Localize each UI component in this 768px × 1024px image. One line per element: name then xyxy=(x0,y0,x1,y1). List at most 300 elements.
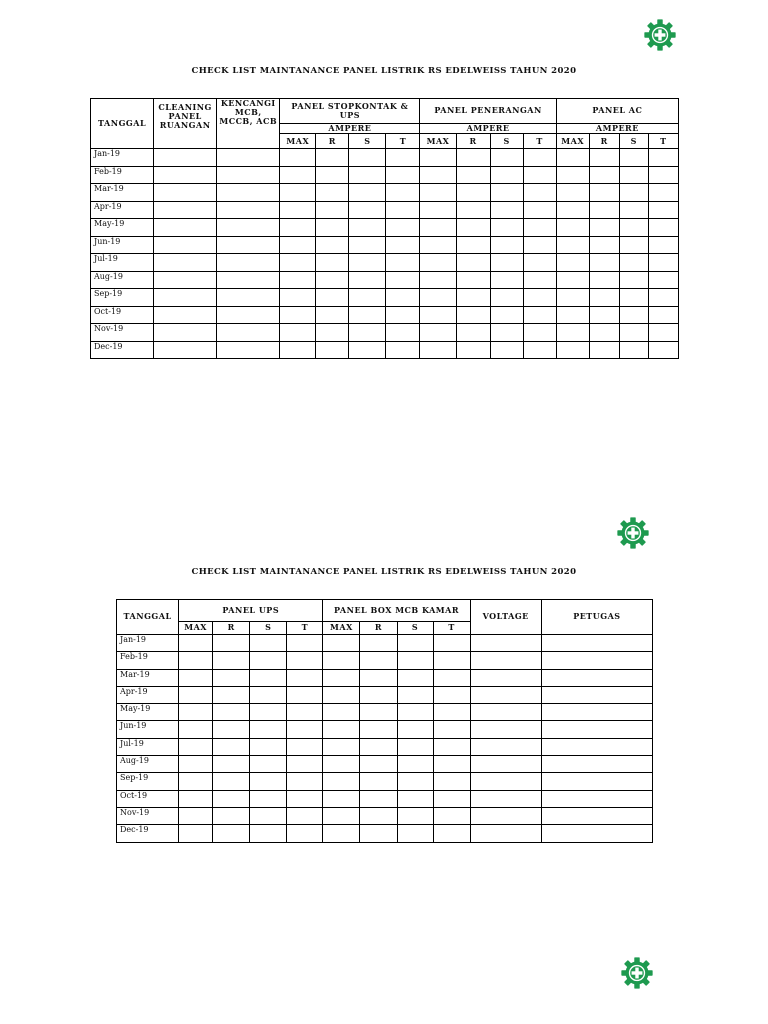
entry-cell[interactable] xyxy=(556,236,589,254)
entry-cell[interactable] xyxy=(287,635,323,652)
entry-cell[interactable] xyxy=(433,773,470,790)
entry-cell[interactable] xyxy=(619,201,648,219)
entry-cell[interactable] xyxy=(280,236,316,254)
entry-cell[interactable] xyxy=(360,669,397,686)
entry-cell[interactable] xyxy=(280,289,316,307)
entry-cell[interactable] xyxy=(154,341,217,359)
entry-cell[interactable] xyxy=(523,324,556,342)
entry-cell[interactable] xyxy=(217,289,280,307)
entry-cell[interactable] xyxy=(323,669,360,686)
entry-cell[interactable] xyxy=(360,773,397,790)
entry-cell[interactable] xyxy=(213,669,250,686)
entry-cell[interactable] xyxy=(397,652,433,669)
entry-cell[interactable] xyxy=(589,289,619,307)
entry-cell[interactable] xyxy=(541,773,652,790)
entry-cell[interactable] xyxy=(433,738,470,755)
entry-cell[interactable] xyxy=(213,756,250,773)
entry-cell[interactable] xyxy=(420,271,456,289)
entry-cell[interactable] xyxy=(250,669,287,686)
entry-cell[interactable] xyxy=(323,652,360,669)
entry-cell[interactable] xyxy=(648,254,678,272)
entry-cell[interactable] xyxy=(280,166,316,184)
entry-cell[interactable] xyxy=(420,289,456,307)
entry-cell[interactable] xyxy=(250,825,287,842)
entry-cell[interactable] xyxy=(250,807,287,824)
entry-cell[interactable] xyxy=(179,790,213,807)
entry-cell[interactable] xyxy=(648,289,678,307)
entry-cell[interactable] xyxy=(541,635,652,652)
entry-cell[interactable] xyxy=(316,219,349,237)
entry-cell[interactable] xyxy=(589,306,619,324)
entry-cell[interactable] xyxy=(280,149,316,167)
entry-cell[interactable] xyxy=(316,306,349,324)
entry-cell[interactable] xyxy=(154,236,217,254)
entry-cell[interactable] xyxy=(420,166,456,184)
entry-cell[interactable] xyxy=(179,652,213,669)
entry-cell[interactable] xyxy=(556,254,589,272)
entry-cell[interactable] xyxy=(323,790,360,807)
entry-cell[interactable] xyxy=(470,686,541,703)
entry-cell[interactable] xyxy=(386,254,420,272)
entry-cell[interactable] xyxy=(541,825,652,842)
entry-cell[interactable] xyxy=(213,721,250,738)
entry-cell[interactable] xyxy=(217,201,280,219)
entry-cell[interactable] xyxy=(213,807,250,824)
entry-cell[interactable] xyxy=(323,807,360,824)
entry-cell[interactable] xyxy=(360,738,397,755)
entry-cell[interactable] xyxy=(250,756,287,773)
entry-cell[interactable] xyxy=(179,807,213,824)
entry-cell[interactable] xyxy=(420,201,456,219)
entry-cell[interactable] xyxy=(619,149,648,167)
entry-cell[interactable] xyxy=(360,790,397,807)
entry-cell[interactable] xyxy=(490,166,523,184)
entry-cell[interactable] xyxy=(323,686,360,703)
table-row xyxy=(117,790,653,807)
entry-cell[interactable] xyxy=(323,721,360,738)
entry-cell[interactable] xyxy=(541,704,652,721)
entry-cell[interactable] xyxy=(217,149,280,167)
month-cell: Aug-19 xyxy=(117,756,179,773)
entry-cell[interactable] xyxy=(420,324,456,342)
entry-cell[interactable] xyxy=(589,254,619,272)
entry-cell[interactable] xyxy=(470,756,541,773)
entry-cell[interactable] xyxy=(470,721,541,738)
entry-cell[interactable] xyxy=(490,254,523,272)
entry-cell[interactable] xyxy=(397,790,433,807)
entry-cell[interactable] xyxy=(323,635,360,652)
entry-cell[interactable] xyxy=(179,773,213,790)
entry-cell[interactable] xyxy=(213,773,250,790)
entry-cell[interactable] xyxy=(470,704,541,721)
entry-cell[interactable] xyxy=(280,306,316,324)
entry-cell[interactable] xyxy=(323,825,360,842)
entry-cell[interactable] xyxy=(287,790,323,807)
entry-cell[interactable] xyxy=(523,184,556,202)
entry-cell[interactable] xyxy=(470,807,541,824)
entry-cell[interactable] xyxy=(397,807,433,824)
entry-cell[interactable] xyxy=(154,166,217,184)
entry-cell[interactable] xyxy=(433,721,470,738)
entry-cell[interactable] xyxy=(250,721,287,738)
entry-cell[interactable] xyxy=(217,324,280,342)
entry-cell[interactable] xyxy=(541,807,652,824)
entry-cell[interactable] xyxy=(470,635,541,652)
entry-cell[interactable] xyxy=(456,254,490,272)
entry-cell[interactable] xyxy=(250,686,287,703)
entry-cell[interactable] xyxy=(523,289,556,307)
entry-cell[interactable] xyxy=(179,721,213,738)
entry-cell[interactable] xyxy=(280,271,316,289)
entry-cell[interactable] xyxy=(456,201,490,219)
entry-cell[interactable] xyxy=(420,184,456,202)
entry-cell[interactable] xyxy=(213,825,250,842)
subheader-s: S xyxy=(619,134,648,149)
entry-cell[interactable] xyxy=(433,635,470,652)
entry-cell[interactable] xyxy=(349,219,386,237)
entry-cell[interactable] xyxy=(556,166,589,184)
entry-cell[interactable] xyxy=(619,254,648,272)
entry-cell[interactable] xyxy=(386,289,420,307)
entry-cell[interactable] xyxy=(349,306,386,324)
entry-cell[interactable] xyxy=(154,201,217,219)
entry-cell[interactable] xyxy=(217,236,280,254)
entry-cell[interactable] xyxy=(280,254,316,272)
entry-cell[interactable] xyxy=(287,704,323,721)
entry-cell[interactable] xyxy=(556,219,589,237)
entry-cell[interactable] xyxy=(217,254,280,272)
entry-cell[interactable] xyxy=(589,166,619,184)
entry-cell[interactable] xyxy=(541,686,652,703)
entry-cell[interactable] xyxy=(250,738,287,755)
table-row xyxy=(117,635,653,652)
entry-cell[interactable] xyxy=(490,149,523,167)
entry-cell[interactable] xyxy=(589,219,619,237)
entry-cell[interactable] xyxy=(250,773,287,790)
entry-cell[interactable] xyxy=(456,324,490,342)
entry-cell[interactable] xyxy=(589,201,619,219)
entry-cell[interactable] xyxy=(433,790,470,807)
entry-cell[interactable] xyxy=(541,738,652,755)
entry-cell[interactable] xyxy=(523,254,556,272)
entry-cell[interactable] xyxy=(397,738,433,755)
entry-cell[interactable] xyxy=(154,271,217,289)
entry-cell[interactable] xyxy=(213,790,250,807)
entry-cell[interactable] xyxy=(280,184,316,202)
entry-cell[interactable] xyxy=(360,652,397,669)
entry-cell[interactable] xyxy=(280,324,316,342)
entry-cell[interactable] xyxy=(648,166,678,184)
entry-cell[interactable] xyxy=(420,254,456,272)
entry-cell[interactable] xyxy=(323,756,360,773)
entry-cell[interactable] xyxy=(456,219,490,237)
entry-cell[interactable] xyxy=(316,254,349,272)
entry-cell[interactable] xyxy=(523,219,556,237)
entry-cell[interactable] xyxy=(648,149,678,167)
entry-cell[interactable] xyxy=(349,289,386,307)
entry-cell[interactable] xyxy=(154,324,217,342)
entry-cell[interactable] xyxy=(589,271,619,289)
entry-cell[interactable] xyxy=(213,652,250,669)
entry-cell[interactable] xyxy=(648,324,678,342)
entry-cell[interactable] xyxy=(490,184,523,202)
entry-cell[interactable] xyxy=(316,289,349,307)
entry-cell[interactable] xyxy=(287,807,323,824)
entry-cell[interactable] xyxy=(523,341,556,359)
entry-cell[interactable] xyxy=(433,669,470,686)
entry-cell[interactable] xyxy=(456,271,490,289)
entry-cell[interactable] xyxy=(349,236,386,254)
entry-cell[interactable] xyxy=(456,341,490,359)
entry-cell[interactable] xyxy=(490,324,523,342)
entry-cell[interactable] xyxy=(523,236,556,254)
entry-cell[interactable] xyxy=(323,738,360,755)
entry-cell[interactable] xyxy=(397,825,433,842)
entry-cell[interactable] xyxy=(556,271,589,289)
entry-cell[interactable] xyxy=(217,306,280,324)
entry-cell[interactable] xyxy=(349,324,386,342)
entry-cell[interactable] xyxy=(589,236,619,254)
entry-cell[interactable] xyxy=(154,306,217,324)
entry-cell[interactable] xyxy=(456,149,490,167)
entry-cell[interactable] xyxy=(316,324,349,342)
entry-cell[interactable] xyxy=(397,721,433,738)
entry-cell[interactable] xyxy=(619,236,648,254)
entry-cell[interactable] xyxy=(386,306,420,324)
entry-cell[interactable] xyxy=(386,341,420,359)
entry-cell[interactable] xyxy=(490,236,523,254)
entry-cell[interactable] xyxy=(213,686,250,703)
entry-cell[interactable] xyxy=(589,341,619,359)
entry-cell[interactable] xyxy=(179,635,213,652)
entry-cell[interactable] xyxy=(648,306,678,324)
entry-cell[interactable] xyxy=(541,721,652,738)
entry-cell[interactable] xyxy=(179,686,213,703)
entry-cell[interactable] xyxy=(397,704,433,721)
entry-cell[interactable] xyxy=(360,721,397,738)
entry-cell[interactable] xyxy=(589,184,619,202)
entry-cell[interactable] xyxy=(360,825,397,842)
entry-cell[interactable] xyxy=(456,236,490,254)
entry-cell[interactable] xyxy=(648,201,678,219)
entry-cell[interactable] xyxy=(619,306,648,324)
entry-cell[interactable] xyxy=(217,341,280,359)
entry-cell[interactable] xyxy=(154,184,217,202)
entry-cell[interactable] xyxy=(316,166,349,184)
entry-cell[interactable] xyxy=(154,149,217,167)
entry-cell[interactable] xyxy=(541,790,652,807)
entry-cell[interactable] xyxy=(213,738,250,755)
entry-cell[interactable] xyxy=(287,652,323,669)
entry-cell[interactable] xyxy=(360,807,397,824)
entry-cell[interactable] xyxy=(323,704,360,721)
entry-cell[interactable] xyxy=(280,341,316,359)
entry-cell[interactable] xyxy=(648,236,678,254)
entry-cell[interactable] xyxy=(397,756,433,773)
entry-cell[interactable] xyxy=(360,635,397,652)
entry-cell[interactable] xyxy=(217,166,280,184)
table-row xyxy=(117,807,653,824)
entry-cell[interactable] xyxy=(556,341,589,359)
entry-cell[interactable] xyxy=(316,149,349,167)
entry-cell[interactable] xyxy=(456,306,490,324)
entry-cell[interactable] xyxy=(490,306,523,324)
entry-cell[interactable] xyxy=(541,756,652,773)
entry-cell[interactable] xyxy=(323,773,360,790)
entry-cell[interactable] xyxy=(316,184,349,202)
entry-cell[interactable] xyxy=(541,652,652,669)
entry-cell[interactable] xyxy=(619,271,648,289)
entry-cell[interactable] xyxy=(490,219,523,237)
entry-cell[interactable] xyxy=(456,289,490,307)
entry-cell[interactable] xyxy=(154,219,217,237)
header-ac: PANEL AC xyxy=(556,99,678,124)
entry-cell[interactable] xyxy=(287,669,323,686)
entry-cell[interactable] xyxy=(280,201,316,219)
entry-cell[interactable] xyxy=(349,254,386,272)
entry-cell[interactable] xyxy=(470,773,541,790)
entry-cell[interactable] xyxy=(433,704,470,721)
entry-cell[interactable] xyxy=(490,271,523,289)
entry-cell[interactable] xyxy=(287,825,323,842)
entry-cell[interactable] xyxy=(420,341,456,359)
entry-cell[interactable] xyxy=(433,652,470,669)
entry-cell[interactable] xyxy=(523,201,556,219)
entry-cell[interactable] xyxy=(360,704,397,721)
header-cleaning: CLEANING PANEL RUANGAN xyxy=(154,99,217,149)
entry-cell[interactable] xyxy=(589,324,619,342)
month-cell: Apr-19 xyxy=(117,686,179,703)
entry-cell[interactable] xyxy=(490,201,523,219)
entry-cell[interactable] xyxy=(470,652,541,669)
entry-cell[interactable] xyxy=(287,756,323,773)
entry-cell[interactable] xyxy=(386,149,420,167)
entry-cell[interactable] xyxy=(556,324,589,342)
entry-cell[interactable] xyxy=(433,686,470,703)
entry-cell[interactable] xyxy=(470,790,541,807)
entry-cell[interactable] xyxy=(648,184,678,202)
entry-cell[interactable] xyxy=(556,289,589,307)
entry-cell[interactable] xyxy=(523,149,556,167)
entry-cell[interactable] xyxy=(250,704,287,721)
entry-cell[interactable] xyxy=(179,756,213,773)
entry-cell[interactable] xyxy=(179,825,213,842)
entry-cell[interactable] xyxy=(179,669,213,686)
entry-cell[interactable] xyxy=(556,306,589,324)
entry-cell[interactable] xyxy=(250,790,287,807)
entry-cell[interactable] xyxy=(420,236,456,254)
entry-cell[interactable] xyxy=(619,184,648,202)
entry-cell[interactable] xyxy=(360,686,397,703)
month-cell: Nov-19 xyxy=(117,807,179,824)
entry-cell[interactable] xyxy=(648,271,678,289)
entry-cell[interactable] xyxy=(470,825,541,842)
entry-cell[interactable] xyxy=(456,184,490,202)
entry-cell[interactable] xyxy=(316,236,349,254)
entry-cell[interactable] xyxy=(397,669,433,686)
header-petugas: PETUGAS xyxy=(541,600,652,635)
entry-cell[interactable] xyxy=(386,271,420,289)
entry-cell[interactable] xyxy=(386,184,420,202)
entry-cell[interactable] xyxy=(217,184,280,202)
entry-cell[interactable] xyxy=(397,773,433,790)
entry-cell[interactable] xyxy=(386,236,420,254)
entry-cell[interactable] xyxy=(179,704,213,721)
entry-cell[interactable] xyxy=(523,166,556,184)
entry-cell[interactable] xyxy=(619,341,648,359)
entry-cell[interactable] xyxy=(386,219,420,237)
entry-cell[interactable] xyxy=(349,341,386,359)
entry-cell[interactable] xyxy=(397,635,433,652)
entry-cell[interactable] xyxy=(154,254,217,272)
entry-cell[interactable] xyxy=(619,324,648,342)
month-cell: Feb-19 xyxy=(117,652,179,669)
entry-cell[interactable] xyxy=(217,271,280,289)
entry-cell[interactable] xyxy=(523,271,556,289)
table-row xyxy=(117,652,653,669)
entry-cell[interactable] xyxy=(433,807,470,824)
entry-cell[interactable] xyxy=(250,652,287,669)
entry-cell[interactable] xyxy=(648,341,678,359)
entry-cell[interactable] xyxy=(523,306,556,324)
entry-cell[interactable] xyxy=(456,166,490,184)
entry-cell[interactable] xyxy=(280,219,316,237)
entry-cell[interactable] xyxy=(213,635,250,652)
entry-cell[interactable] xyxy=(213,704,250,721)
entry-cell[interactable] xyxy=(386,324,420,342)
entry-cell[interactable] xyxy=(386,166,420,184)
entry-cell[interactable] xyxy=(556,201,589,219)
entry-cell[interactable] xyxy=(648,219,678,237)
entry-cell[interactable] xyxy=(470,738,541,755)
entry-cell[interactable] xyxy=(490,289,523,307)
entry-cell[interactable] xyxy=(287,773,323,790)
entry-cell[interactable] xyxy=(287,686,323,703)
entry-cell[interactable] xyxy=(556,149,589,167)
entry-cell[interactable] xyxy=(420,219,456,237)
entry-cell[interactable] xyxy=(619,219,648,237)
entry-cell[interactable] xyxy=(179,738,213,755)
entry-cell[interactable] xyxy=(349,166,386,184)
entry-cell[interactable] xyxy=(349,271,386,289)
entry-cell[interactable] xyxy=(349,184,386,202)
entry-cell[interactable] xyxy=(420,149,456,167)
entry-cell[interactable] xyxy=(397,686,433,703)
entry-cell[interactable] xyxy=(349,201,386,219)
entry-cell[interactable] xyxy=(470,669,541,686)
entry-cell[interactable] xyxy=(316,271,349,289)
entry-cell[interactable] xyxy=(619,289,648,307)
entry-cell[interactable] xyxy=(287,738,323,755)
entry-cell[interactable] xyxy=(433,756,470,773)
entry-cell[interactable] xyxy=(360,756,397,773)
entry-cell[interactable] xyxy=(154,289,217,307)
entry-cell[interactable] xyxy=(287,721,323,738)
entry-cell[interactable] xyxy=(433,825,470,842)
entry-cell[interactable] xyxy=(490,341,523,359)
entry-cell[interactable] xyxy=(420,306,456,324)
entry-cell[interactable] xyxy=(386,201,420,219)
entry-cell[interactable] xyxy=(619,166,648,184)
entry-cell[interactable] xyxy=(556,184,589,202)
entry-cell[interactable] xyxy=(316,201,349,219)
entry-cell[interactable] xyxy=(316,341,349,359)
entry-cell[interactable] xyxy=(541,669,652,686)
entry-cell[interactable] xyxy=(349,149,386,167)
entry-cell[interactable] xyxy=(589,149,619,167)
entry-cell[interactable] xyxy=(217,219,280,237)
entry-cell[interactable] xyxy=(250,635,287,652)
